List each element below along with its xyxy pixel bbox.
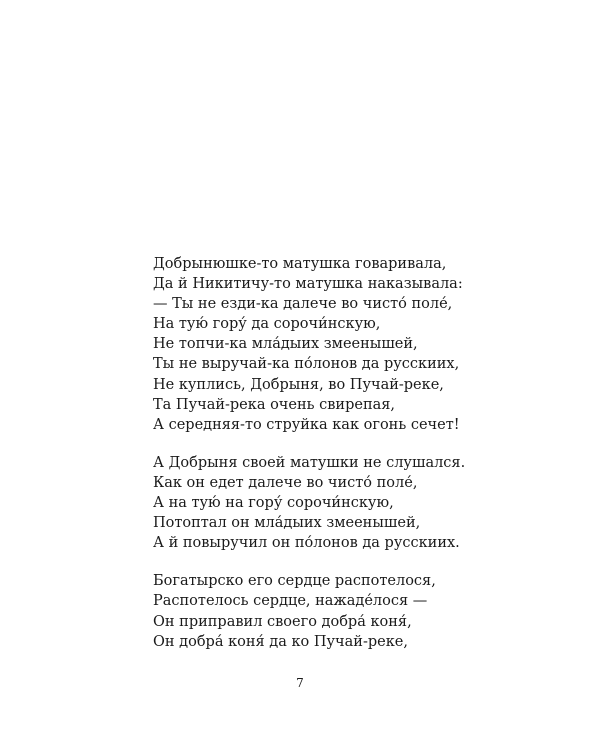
poem-line: Распотелось сердце, нажаде́лося — — [153, 593, 428, 610]
poem-line: Не топчи-ка мла́дыих змеенышей, — [153, 336, 418, 353]
poem-line: Ты не выручай-ка по́лонов да русскиих, — [153, 356, 460, 373]
poem-line: Да й Никитичу-то матушка наказывала: — [153, 276, 463, 293]
stanza-2 — [153, 453, 466, 553]
poem-line: Он добра́ коня́ да ко Пучай-реке, — [153, 633, 408, 650]
poem-line: Богатырско его сердце распотелося, — [153, 573, 436, 590]
poem-line: Он приправил своего добра́ коня́, — [153, 613, 412, 630]
poem-line: — Ты не езди-ка далече во чисто́ поле́, — [153, 296, 453, 313]
poem-line: На тую́ гору́ да сорочи́нскую, — [153, 316, 381, 333]
poem-line: А середняя-то струйка как огонь сечет! — [153, 416, 460, 433]
poem-line: Как он едет далече во чисто́ поле́, — [153, 474, 418, 491]
poem-text — [153, 254, 466, 670]
poem-line: Не куплись, Добрыня, во Пучай-реке, — [153, 376, 444, 393]
poem-line: А на тую́ на гору́ сорочи́нскую, — [153, 495, 394, 512]
stanza-3 — [153, 571, 453, 651]
stanza-1 — [153, 254, 463, 435]
poem-line: Та Пучай-река очень свирепая, — [153, 396, 396, 413]
poem-line: А Добрыня своей матушки не слушался. — [153, 454, 466, 471]
poem-line: Потоптал он мла́дыих змеенышей, — [153, 515, 421, 532]
page-number: 7 — [296, 676, 304, 690]
poem-line: Добрынюшке-то матушка говаривала, — [153, 256, 447, 272]
poem-line: А й повыручил он по́лонов да русскиих. — [153, 535, 460, 552]
